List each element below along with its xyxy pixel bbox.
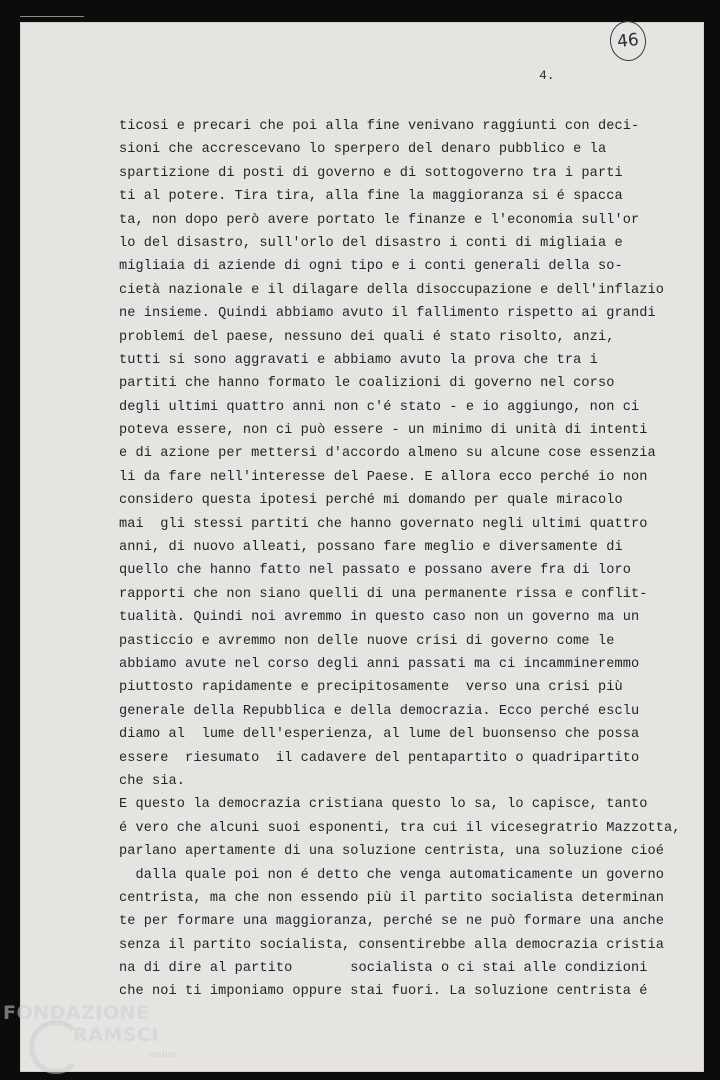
text-line: anni, di nuovo alleati, possano fare meglio e diversamente di <box>119 540 623 556</box>
typewritten-text-block <box>119 115 681 1004</box>
text-line: essere riesumato il cadavere del pentapartito o quadripartito <box>119 750 640 766</box>
circled-page-number: 46 <box>608 19 648 63</box>
text-line: lo del disastro, sull'orlo del disastro i conti di migliaia e <box>119 235 623 251</box>
text-line: abbiamo avute nel corso degli anni passati ma ci incammineremmo <box>119 656 640 672</box>
text-line: sioni che accrescevano lo sperpero del denaro pubblico e la <box>119 142 607 158</box>
typed-page-number: 4. <box>539 68 555 83</box>
text-line: quello che hanno fatto nel passato e possano avere fra di loro <box>119 563 631 579</box>
text-line: piuttosto rapidamente e precipitosamente verso una crisi più <box>119 680 623 696</box>
text-line: diamo al lume dell'esperienza, al lume del buonsenso che possa <box>119 727 640 743</box>
text-line: che sia. <box>119 773 186 789</box>
text-line: ne insieme. Quindi abbiamo avuto il fallimento rispetto ai grandi <box>119 306 656 322</box>
text-line: e di azione per mettersi d'accordo almeno su alcune cose essenzia <box>119 446 656 462</box>
text-line: na di dire al partito socialista o ci stai alle condizioni <box>119 961 648 977</box>
text-line: parlano apertamente di una soluzione centrista, una soluzione cioé <box>119 844 664 860</box>
text-line: é vero che alcuni suoi esponenti, tra cui il vicesegratrio Mazzotta, <box>119 820 681 836</box>
text-line: E questo la democrazia cristiana questo lo sa, lo capisce, tanto <box>119 797 648 813</box>
text-line: poteva essere, non ci può essere - un minimo di unità di intenti <box>119 423 648 439</box>
text-line: tualità. Quindi noi avremmo in questo caso non un governo ma un <box>119 610 640 626</box>
text-line: problemi del paese, nessuno dei quali é stato risolto, anzi, <box>119 329 615 345</box>
text-line: considero questa ipotesi perché mi domando per quale miracolo <box>119 493 623 509</box>
text-line: centrista, ma che non essendo più il partito socialista determinan <box>119 890 664 906</box>
text-line: ta, non dopo però avere portato le finanze e l'economia sull'or <box>119 212 640 228</box>
text-line: tutti si sono aggravati e abbiamo avuto la prova che tra i <box>119 352 598 368</box>
text-line: migliaia di aziende di ogni tipo e i conti generali della so- <box>119 259 623 275</box>
text-line: spartizione di posti di governo e di sottogoverno tra i parti <box>119 165 623 181</box>
text-line: generale della Repubblica e della democrazia. Ecco perché esclu <box>119 703 640 719</box>
text-line: ti al potere. Tira tira, alla fine la maggioranza si é spacca <box>119 189 623 205</box>
text-line: rapporti che non siano quelli di una permanente rissa e conflit- <box>119 586 648 602</box>
scan-edge-mark <box>20 16 84 17</box>
text-line: te per formare una maggioranza, perché se ne può formare una anche <box>119 914 664 930</box>
text-line: degli ultimi quattro anni non c'é stato - e io aggiungo, non ci <box>119 399 640 415</box>
watermark-onlus: onlus <box>149 1050 177 1060</box>
text-line: dalla quale poi non é detto che venga automaticamente un governo <box>119 867 664 883</box>
watermark-line-2: RAMSCI <box>73 1024 159 1046</box>
text-line: pasticcio e avremmo non delle nuove crisi di governo come le <box>119 633 615 649</box>
text-line: mai gli stessi partiti che hanno governato negli ultimi quattro <box>119 516 648 532</box>
text-line: cietà nazionale e il dilagare della disoccupazione e dell'inflazio <box>119 282 664 298</box>
text-line: senza il partito socialista, consentirebbe alla democrazia cristia <box>119 937 664 953</box>
watermark-line-1: FONDAZIONE <box>3 1002 150 1024</box>
fondazione-gramsci-watermark <box>3 1002 193 1076</box>
text-line: ticosi e precari che poi alla fine venivano raggiunti con deci- <box>119 119 640 134</box>
text-line: partiti che hanno formato le coalizioni di governo nel corso <box>119 376 615 392</box>
text-line: li da fare nell'interesse del Paese. E allora ecco perché io non <box>119 469 648 485</box>
text-line: che noi ti imponiamo oppure stai fuori. La soluzione centrista é <box>119 984 648 1000</box>
